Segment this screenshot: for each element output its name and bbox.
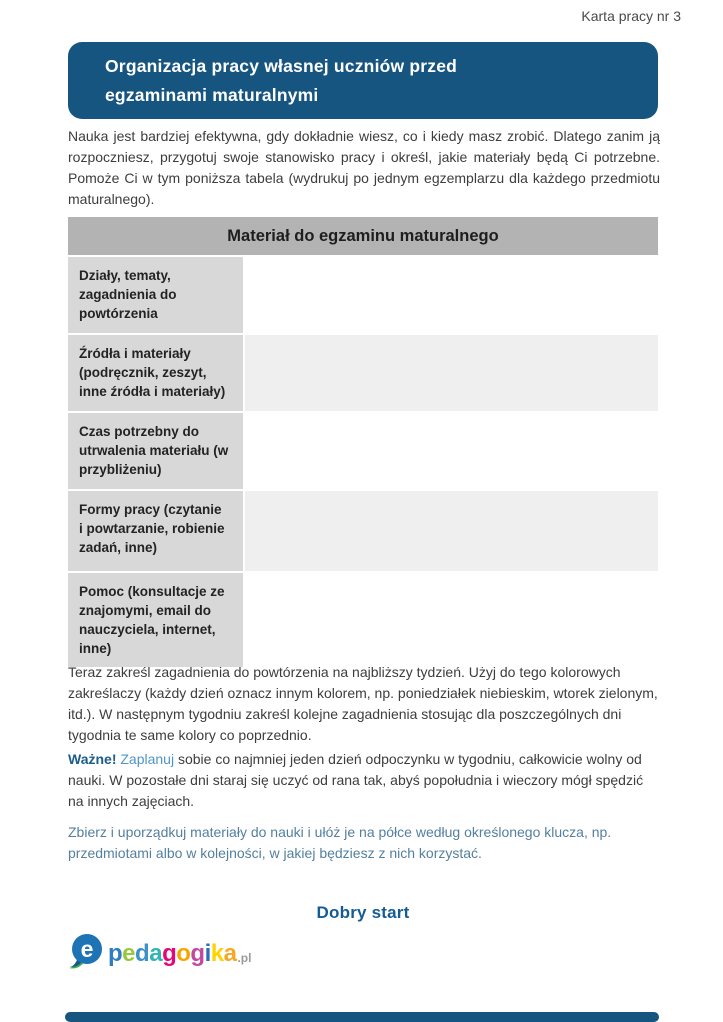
closing-text: Dobry start	[316, 903, 410, 922]
logo-letter: o	[176, 940, 191, 967]
logo-letter: a	[149, 940, 163, 967]
title-banner	[68, 42, 658, 119]
epedagogika-logo[interactable]	[66, 931, 251, 971]
row-label-forms: Formy pracy (czytanie i powtarzanie, robienie zadań, inne)	[68, 491, 243, 571]
logo-letter: d	[135, 940, 150, 967]
table-row	[68, 411, 658, 489]
closing-wrap	[68, 903, 658, 923]
row-label-help: Pomoc (konsultacje ze znajomymi, email do nauczyciela, internet, inne)	[68, 573, 243, 667]
row-label-sources: Źródła i materiały (podręcznik, zeszyt, inne źródła i materiały)	[68, 335, 243, 411]
important-label: Ważne!	[68, 751, 117, 767]
logo-letter: i	[204, 940, 211, 967]
row-label-time: Czas potrzebny do utrwalenia materiału (w przybliżeniu)	[68, 413, 243, 489]
logo-letter: g	[190, 940, 205, 967]
important-paragraph	[68, 749, 660, 812]
important-text: sobie co najmniej jeden dzień odpoczynku w tygodniu, całkowicie wolny od nauki. W pozostałe dni staraj się uczyć od rana tak, abyś popołudnia i wieczory mógł spędzić na innych zajęciach.	[68, 751, 644, 809]
table-row	[68, 333, 658, 411]
logo-letter: e	[122, 940, 136, 967]
intro-paragraph: Nauka jest bardziej efektywna, gdy dokładnie wiesz, co i kiedy masz zrobić. Dlatego zanim ją rozpoczniesz, przygotuj swoje stanowisko pracy i określ, jakie materiały będą Ci potrzebne. Pomoże Ci w tym poniższa tabela (wydrukuj po jednym egzemplarzu dla każdego przedmiotu maturalnego).	[68, 128, 660, 207]
svg-text:e: e	[80, 936, 94, 962]
logo-letter: g	[162, 940, 177, 967]
important-link[interactable]: Zaplanuj	[120, 751, 175, 767]
tip-paragraph: Zbierz i uporządkuj materiały do nauki i ułóż je na półce według określonego klucza, np. przedmiotami albo w kolejności, w jakiej będziesz z nich korzystać.	[68, 824, 612, 861]
row-value-sources	[243, 335, 658, 411]
row-value-forms	[243, 491, 658, 571]
row-label-topics: Działy, tematy, zagadnienia do powtórzenia	[68, 257, 243, 333]
page-title-line-1: Organizacja pracy własnej uczniów przed	[105, 55, 458, 76]
materials-table	[68, 217, 658, 667]
table-row	[68, 571, 658, 667]
row-value-topics	[243, 257, 658, 333]
logo-e-bubble-icon	[66, 931, 106, 971]
after-table-paragraph: Teraz zakreśl zagadnienia do powtórzenia na najbliższy tydzień. Użyj do tego kolorowych zakreślaczy (każdy dzień oznacz innym kolorem, np. poniedziałek niebieskim, wtorek zielonym, itd.). W następnym tygodniu zakreśl kolejne zagadnienia stosując dla poszczególnych dni tygodnia te same kolory co poprzednio.	[68, 664, 658, 743]
logo-wordmark-letters	[108, 937, 236, 971]
page-corner-label: Karta pracy nr 3	[581, 8, 681, 24]
table-title: Materiał do egzaminu maturalnego	[68, 217, 658, 255]
logo-letter: a	[223, 940, 237, 967]
row-value-time	[243, 413, 658, 489]
logo-letter: p	[108, 940, 123, 967]
row-value-help	[243, 573, 658, 667]
logo-letter: k	[210, 940, 224, 967]
footer-bar	[65, 1012, 659, 1022]
page-title-line-2: egzaminami maturalnymi	[105, 84, 319, 105]
table-row	[68, 489, 658, 571]
table-row	[68, 255, 658, 333]
logo-domain-suffix: .pl	[237, 951, 252, 965]
